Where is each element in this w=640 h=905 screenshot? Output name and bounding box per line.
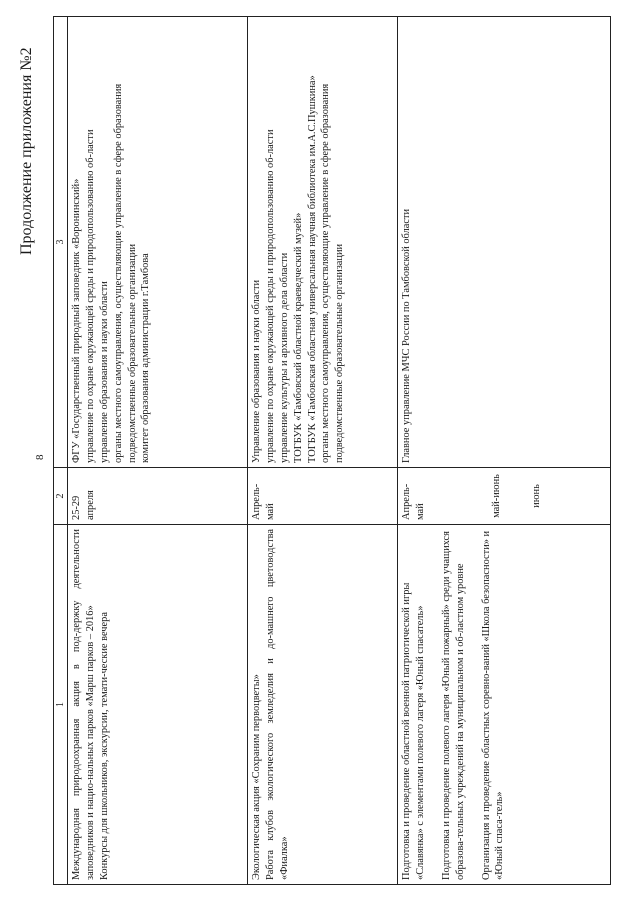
appendix-heading: Продолжение приложения №2 <box>18 47 35 255</box>
responsible-text: подведомственные образовательные организации <box>334 243 346 463</box>
date-cell <box>68 468 248 525</box>
column-header: 1 <box>54 525 68 885</box>
table-row <box>248 17 398 885</box>
responsible-text: органы местного самоуправления, осуществляющие управление в сфере образования <box>112 83 124 463</box>
event-cell <box>68 525 248 885</box>
table-header-row <box>54 17 68 885</box>
event-text: Подготовка и проведение полевого лагеря «Юный пожарный» среди учащихся образова-тельных учреждений на муниципальном и об-ластном уровне <box>440 531 466 880</box>
responsible-text: ФГУ «Государственный природный заповедник «Воронинский» <box>71 178 83 463</box>
responsible-text: ТОГБУК «Тамбовская областная универсальная научная библиотека им.А.С.Пушкина» <box>306 75 318 463</box>
responsible-text: подведомственные образовательные организации <box>126 243 138 463</box>
event-text: Подготовка и проведение областной военной патриотической игры «Славянка» с элементами полевого лагеря «Юный спасатель» <box>401 582 427 880</box>
column-header: 3 <box>54 17 68 468</box>
responsible-text: органы местного самоуправления, осуществляющие управление в сфере образования <box>320 83 332 463</box>
responsible-text: управление по охране окружающей среды и природопользованию об-ласти <box>85 129 97 463</box>
event-text: Международная природоохранная акция в под-держку деятельности заповедников и нацио-нальных парков «Марш парков – 2016» <box>71 529 97 880</box>
event-cell <box>398 525 611 885</box>
event-cell <box>248 525 398 885</box>
responsible-text: управление по охране окружающей среды и природопользованию об-ласти <box>265 129 277 463</box>
responsible-text: комитет образования администрации г.Тамбова <box>140 253 152 463</box>
date-text: 25-29 апреля <box>71 490 97 520</box>
date-text: Апрель-май <box>401 483 427 520</box>
responsible-text: ТОГБУК «Тамбовский областной краеведческий музей» <box>292 212 304 463</box>
responsible-text: управление культуры и архивного дела области <box>278 252 290 463</box>
responsible-cell <box>398 17 611 468</box>
date-text: май-июнь <box>490 474 502 518</box>
responsible-cell <box>68 17 248 468</box>
responsible-text: Главное управление МЧС России по Тамбовской области <box>401 208 413 463</box>
event-text: Организация и проведение областных соревно-ваний «Школа безопасности» и «Юный спаса-тель» <box>480 530 506 880</box>
column-header: 2 <box>54 468 68 525</box>
date-cell <box>248 468 398 525</box>
event-text: Конкурсы для школьников, экскурсии, темати-ческие вечера <box>98 612 110 880</box>
date-text: Апрель-май <box>251 483 277 520</box>
responsible-text: Управление образования и науки области <box>251 279 263 463</box>
event-text: Работа клубов экологического земледелия и до-машнего цветоводства «Фиалка» <box>265 529 290 880</box>
page-number: 8 <box>34 454 46 460</box>
responsible-text: управление образования и науки области <box>98 281 110 463</box>
events-table <box>53 16 611 885</box>
date-text: июнь <box>530 484 542 508</box>
table-row <box>398 17 611 885</box>
event-text: Экологическая акция «Сохраним первоцветы» <box>251 674 263 880</box>
responsible-cell <box>248 17 398 468</box>
table-row <box>68 17 248 885</box>
date-cell <box>398 468 611 525</box>
